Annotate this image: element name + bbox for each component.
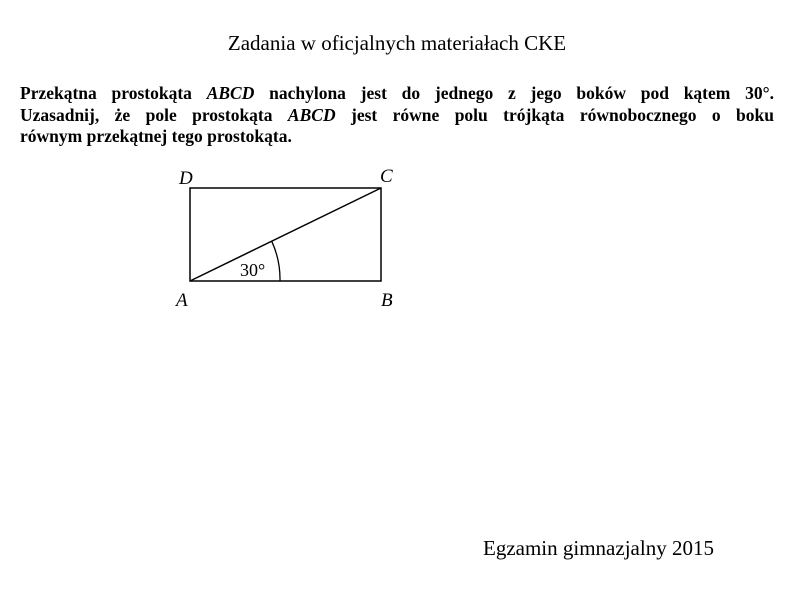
vertex-c-label: C <box>380 166 393 187</box>
diagonal-ac <box>190 188 381 281</box>
problem-line-3: równym przekątnej tego prostokąta. <box>20 126 292 146</box>
problem-statement <box>20 83 774 148</box>
problem-text: jest równe polu trójkąta równobocznego o boku <box>335 104 774 125</box>
angle-arc <box>272 241 280 281</box>
rectangle-figure <box>160 160 420 320</box>
angle-label: 30° <box>240 260 266 280</box>
rectangle-name: ABCD <box>206 83 255 103</box>
problem-text: Przekątna prostokąta <box>20 83 207 103</box>
vertex-b-label: B <box>381 290 393 311</box>
footer-exam-label: Egzamin gimnazjalny 2015 <box>483 536 714 560</box>
vertex-d-label: D <box>179 168 193 189</box>
problem-text: Uzasadnij, że pole prostokąta <box>20 104 288 125</box>
slide-title: Zadania w oficjalnych materiałach CKE <box>227 31 567 55</box>
problem-text: nachylona jest do jednego z jego boków pod kątem 30°. <box>254 83 774 103</box>
problem-line-2 <box>20 105 774 127</box>
rectangle-name: ABCD <box>287 104 336 125</box>
vertex-a-label: A <box>176 290 188 311</box>
problem-line-1 <box>20 83 774 105</box>
